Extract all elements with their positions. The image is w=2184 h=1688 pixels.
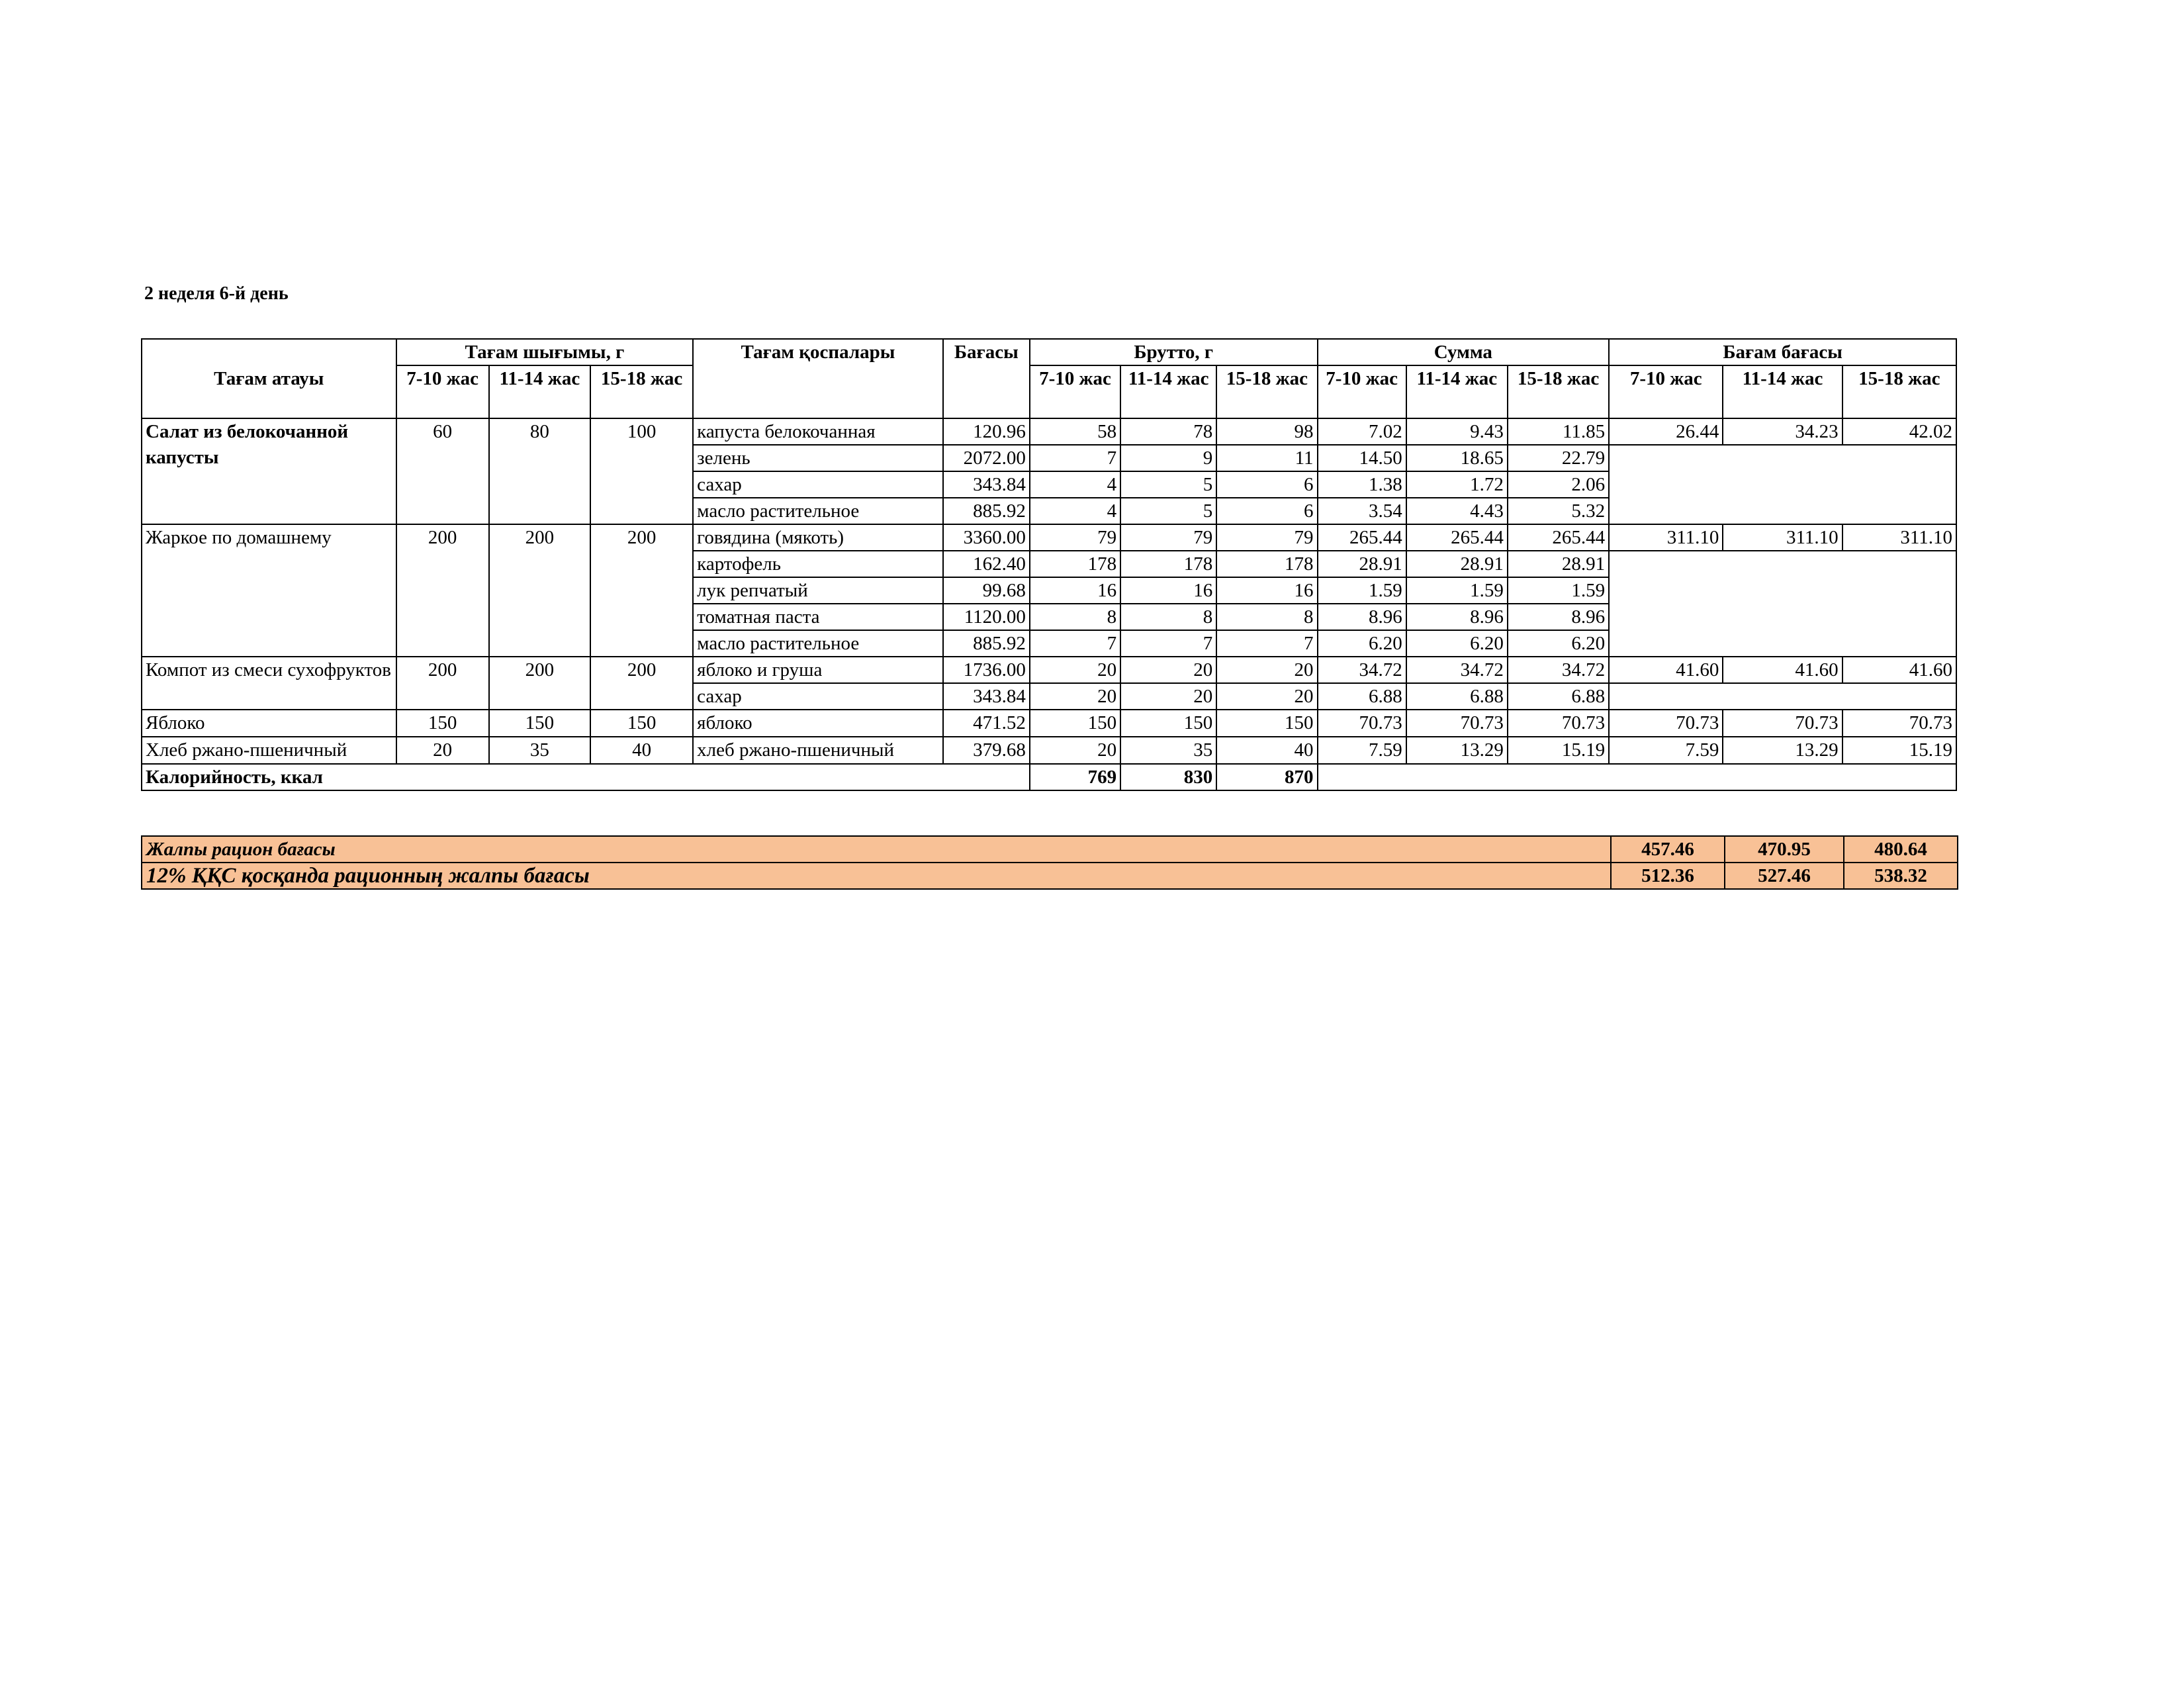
table-header [142,339,1956,418]
brutto-15-18: 40 [1216,737,1317,764]
brutto-15-18: 79 [1216,524,1317,551]
dish-price-11-14: 13.29 [1723,737,1842,764]
total-7-10: 457.46 [1611,836,1725,863]
header-dish-price-11-14: 11-14 жас [1723,365,1842,418]
sum-11-14: 4.43 [1406,498,1508,524]
dish-price-7-10: 26.44 [1609,418,1723,445]
brutto-7-10: 20 [1030,683,1120,710]
dish-output-7-10: 200 [396,657,489,710]
sum-15-18: 2.06 [1508,471,1609,498]
sum-11-14: 18.65 [1406,445,1508,471]
brutto-15-18: 98 [1216,418,1317,445]
sum-7-10: 3.54 [1318,498,1406,524]
sum-11-14: 1.59 [1406,577,1508,604]
brutto-11-14: 5 [1120,471,1216,498]
brutto-11-14: 7 [1120,630,1216,657]
dish-price-7-10: 7.59 [1609,737,1723,764]
dish-price-empty [1609,445,1956,524]
ingredient-name: говядина (мякоть) [693,524,943,551]
total-11-14: 470.95 [1725,836,1844,863]
table-body [142,418,1956,764]
ingredient-price: 343.84 [943,471,1030,498]
sum-15-18: 15.19 [1508,737,1609,764]
header-brutto-11-14: 11-14 жас [1120,365,1216,418]
dish-price-11-14: 70.73 [1723,710,1842,737]
header-sum: Сумма [1318,339,1610,365]
brutto-11-14: 8 [1120,604,1216,630]
total-15-18: 480.64 [1844,836,1958,863]
sum-11-14: 34.72 [1406,657,1508,683]
dish-price-7-10: 70.73 [1609,710,1723,737]
brutto-7-10: 16 [1030,577,1120,604]
dish-price-empty [1609,551,1956,657]
header-brutto-15-18: 15-18 жас [1216,365,1317,418]
ingredient-price: 2072.00 [943,445,1030,471]
dish-price-11-14: 34.23 [1723,418,1842,445]
dish-output-7-10: 60 [396,418,489,524]
dish-output-7-10: 20 [396,737,489,764]
calories-11-14: 830 [1120,764,1216,790]
sum-15-18: 8.96 [1508,604,1609,630]
total-row [142,836,1958,863]
ingredient-name: лук репчатый [693,577,943,604]
dish-output-11-14: 200 [489,524,590,657]
ingredient-name: картофель [693,551,943,577]
dish-price-7-10: 41.60 [1609,657,1723,683]
sum-7-10: 70.73 [1318,710,1406,737]
brutto-7-10: 20 [1030,657,1120,683]
header-ingredients: Тағам қоспалары [693,339,943,418]
header-output-15-18: 15-18 жас [590,365,693,418]
ingredient-price: 99.68 [943,577,1030,604]
brutto-7-10: 8 [1030,604,1120,630]
dish-name: Хлеб ржано-пшеничный [142,737,396,764]
ingredient-price: 1120.00 [943,604,1030,630]
dish-name: Яблоко [142,710,396,737]
ingredient-price: 3360.00 [943,524,1030,551]
sum-15-18: 1.59 [1508,577,1609,604]
brutto-11-14: 5 [1120,498,1216,524]
dish-price-15-18: 15.19 [1843,737,1956,764]
ingredient-name: зелень [693,445,943,471]
sum-7-10: 265.44 [1318,524,1406,551]
sum-11-14: 70.73 [1406,710,1508,737]
table-row [142,710,1956,737]
sum-11-14: 6.20 [1406,630,1508,657]
dish-name: Компот из смеси сухофруктов [142,657,396,710]
sum-15-18: 5.32 [1508,498,1609,524]
dish-price-11-14: 41.60 [1723,657,1842,683]
calories-7-10: 769 [1030,764,1120,790]
sum-11-14: 28.91 [1406,551,1508,577]
brutto-11-14: 150 [1120,710,1216,737]
brutto-7-10: 7 [1030,630,1120,657]
header-dish-price-7-10: 7-10 жас [1609,365,1723,418]
header-price: Бағасы [943,339,1030,418]
sum-7-10: 34.72 [1318,657,1406,683]
header-sum-11-14: 11-14 жас [1406,365,1508,418]
brutto-15-18: 11 [1216,445,1317,471]
sum-15-18: 265.44 [1508,524,1609,551]
brutto-7-10: 4 [1030,498,1120,524]
ingredient-price: 343.84 [943,683,1030,710]
ingredient-price: 471.52 [943,710,1030,737]
sum-11-14: 6.88 [1406,683,1508,710]
ingredient-name: томатная паста [693,604,943,630]
sum-15-18: 28.91 [1508,551,1609,577]
vat-15-18: 538.32 [1844,863,1958,889]
brutto-11-14: 78 [1120,418,1216,445]
sum-7-10: 8.96 [1318,604,1406,630]
header-dish-price-15-18: 15-18 жас [1843,365,1956,418]
header-sum-15-18: 15-18 жас [1508,365,1609,418]
calories-empty [1318,764,1956,790]
dish-output-11-14: 35 [489,737,590,764]
brutto-15-18: 20 [1216,657,1317,683]
sum-15-18: 70.73 [1508,710,1609,737]
header-dish-name: Тағам атауы [142,339,396,418]
ingredient-name: капуста белокочанная [693,418,943,445]
brutto-7-10: 4 [1030,471,1120,498]
brutto-11-14: 9 [1120,445,1216,471]
brutto-15-18: 178 [1216,551,1317,577]
brutto-15-18: 8 [1216,604,1317,630]
dish-output-15-18: 200 [590,657,693,710]
header-brutto-7-10: 7-10 жас [1030,365,1120,418]
dish-output-7-10: 200 [396,524,489,657]
sum-15-18: 6.20 [1508,630,1609,657]
dish-price-7-10: 311.10 [1609,524,1723,551]
ingredient-name: яблоко и груша [693,657,943,683]
vat-7-10: 512.36 [1611,863,1725,889]
sum-7-10: 6.20 [1318,630,1406,657]
sum-7-10: 14.50 [1318,445,1406,471]
sum-15-18: 6.88 [1508,683,1609,710]
brutto-15-18: 6 [1216,498,1317,524]
table-row [142,524,1956,551]
ingredient-name: яблоко [693,710,943,737]
ingredient-price: 120.96 [943,418,1030,445]
brutto-7-10: 7 [1030,445,1120,471]
dish-price-15-18: 41.60 [1843,657,1956,683]
total-label: Жалпы рацион бағасы [142,836,1611,863]
dish-output-15-18: 40 [590,737,693,764]
ingredient-name: масло растительное [693,630,943,657]
header-output-7-10: 7-10 жас [396,365,489,418]
ingredient-price: 885.92 [943,498,1030,524]
dish-price-15-18: 70.73 [1843,710,1956,737]
sum-15-18: 22.79 [1508,445,1609,471]
sum-11-14: 9.43 [1406,418,1508,445]
brutto-11-14: 20 [1120,657,1216,683]
dish-output-7-10: 150 [396,710,489,737]
dish-output-11-14: 150 [489,710,590,737]
header-sum-7-10: 7-10 жас [1318,365,1406,418]
brutto-7-10: 58 [1030,418,1120,445]
dish-output-15-18: 200 [590,524,693,657]
sum-7-10: 6.88 [1318,683,1406,710]
brutto-11-14: 79 [1120,524,1216,551]
sum-11-14: 8.96 [1406,604,1508,630]
vat-row [142,863,1958,889]
brutto-15-18: 6 [1216,471,1317,498]
brutto-7-10: 20 [1030,737,1120,764]
ingredient-name: сахар [693,683,943,710]
ingredient-price: 885.92 [943,630,1030,657]
brutto-11-14: 20 [1120,683,1216,710]
dish-name: Жаркое по домашнему [142,524,396,657]
calories-label: Калорийность, ккал [142,764,1030,790]
brutto-15-18: 7 [1216,630,1317,657]
ingredient-price: 379.68 [943,737,1030,764]
header-output-11-14: 11-14 жас [489,365,590,418]
dish-output-11-14: 200 [489,657,590,710]
sum-11-14: 13.29 [1406,737,1508,764]
calories-row [142,764,1956,790]
table-row [142,737,1956,764]
dish-output-15-18: 100 [590,418,693,524]
vat-11-14: 527.46 [1725,863,1844,889]
sum-15-18: 11.85 [1508,418,1609,445]
dish-price-empty [1609,683,1956,710]
table-row [142,418,1956,445]
brutto-15-18: 150 [1216,710,1317,737]
page-title: 2 неделя 6-й день [144,283,289,304]
brutto-15-18: 16 [1216,577,1317,604]
dish-price-11-14: 311.10 [1723,524,1842,551]
brutto-7-10: 150 [1030,710,1120,737]
ingredient-price: 162.40 [943,551,1030,577]
brutto-11-14: 16 [1120,577,1216,604]
sum-11-14: 1.72 [1406,471,1508,498]
table-row [142,657,1956,683]
ingredient-name: масло растительное [693,498,943,524]
sum-11-14: 265.44 [1406,524,1508,551]
vat-label: 12% ҚҚС қосқанда рационның жалпы бағасы [142,863,1611,889]
brutto-11-14: 178 [1120,551,1216,577]
summary-table [141,835,1958,890]
header-brutto: Брутто, г [1030,339,1318,365]
menu-table [141,338,1957,791]
calories-15-18: 870 [1216,764,1317,790]
header-output: Тағам шығымы, г [396,339,694,365]
ingredient-name: сахар [693,471,943,498]
sum-7-10: 28.91 [1318,551,1406,577]
sum-7-10: 7.02 [1318,418,1406,445]
ingredient-price: 1736.00 [943,657,1030,683]
dish-name: Салат из белокочанной капусты [142,418,396,524]
brutto-11-14: 35 [1120,737,1216,764]
sum-7-10: 7.59 [1318,737,1406,764]
dish-price-15-18: 311.10 [1843,524,1956,551]
sum-7-10: 1.59 [1318,577,1406,604]
brutto-7-10: 178 [1030,551,1120,577]
header-dish-price: Бағам бағасы [1609,339,1956,365]
dish-output-11-14: 80 [489,418,590,524]
brutto-7-10: 79 [1030,524,1120,551]
ingredient-name: хлеб ржано-пшеничный [693,737,943,764]
sum-15-18: 34.72 [1508,657,1609,683]
brutto-15-18: 20 [1216,683,1317,710]
dish-output-15-18: 150 [590,710,693,737]
sum-7-10: 1.38 [1318,471,1406,498]
dish-price-15-18: 42.02 [1843,418,1956,445]
